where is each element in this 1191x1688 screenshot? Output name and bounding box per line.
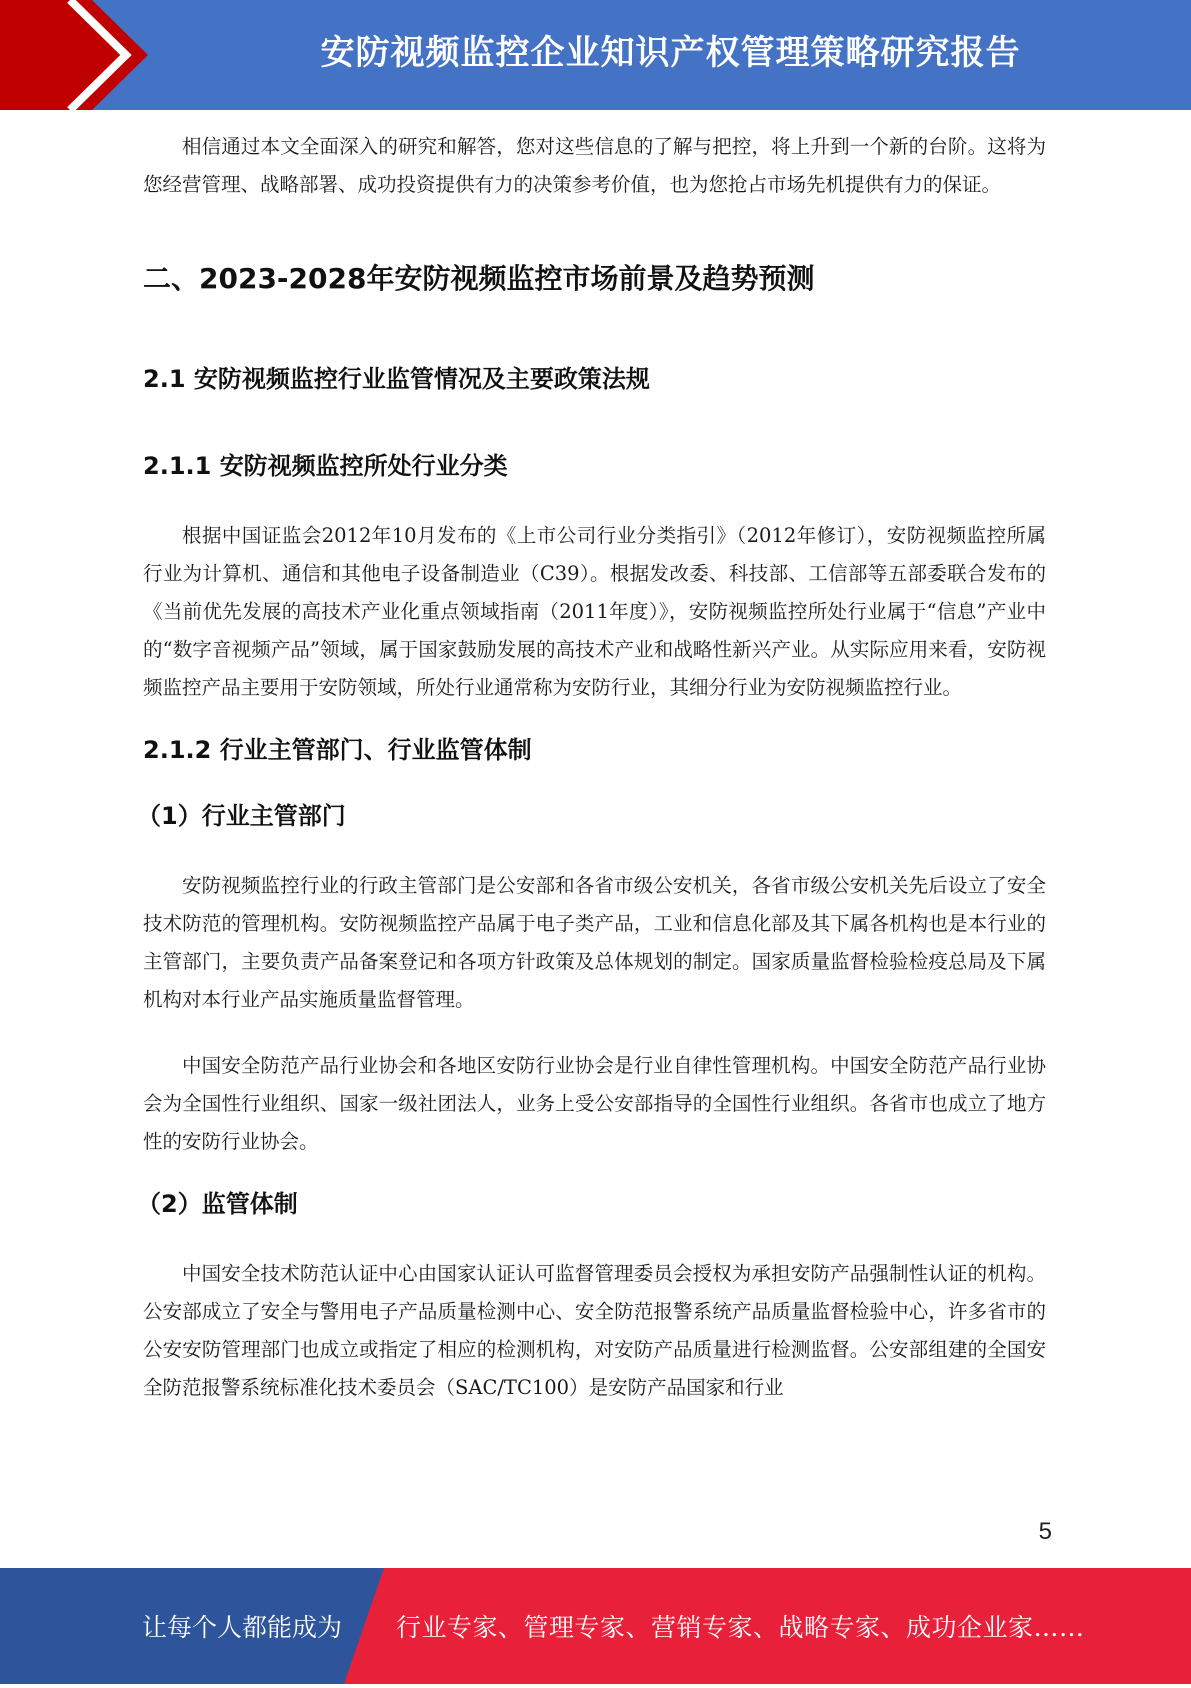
page-number: 5 (1038, 1518, 1052, 1545)
part-1-paragraph-1: 安防视频监控行业的行政主管部门是公安部和各省市级公安机关，各省市级公安机关先后设立了安全技术防范的管理机构。安防视频监控产品属于电子类产品，工业和信息化部及其下属各机构也是本行业的主管部门，主要负责产品备案登记和各项方针政策及总体规划的制定。国家质量监督检验检疫总局及下属机构对本行业产品实施质量监督管理。 (143, 874, 1046, 1011)
section-2-1-2-heading: 2.1.2 行业主管部门、行业监管体制 (143, 736, 532, 764)
part-1-paragraph-2: 中国安全防范产品行业协会和各地区安防行业协会是行业自律性管理机构。中国安全防范产品行业协会为全国性行业组织、国家一级社团法人，业务上受公安部指导的全国性行业组织。各省市也成立了地方性的安防行业协会。 (143, 1054, 1046, 1153)
footer-slogan-right: 行业专家、管理专家、营销专家、战略专家、成功企业家…… (396, 1613, 1085, 1642)
part-2-heading: （2）监管体制 (137, 1190, 298, 1218)
part-2-paragraph: 中国安全技术防范认证中心由国家认证认可监督管理委员会授权为承担安防产品强制性认证的机构。公安部成立了安全与警用电子产品质量检测中心、安全防范报警系统产品质量监督检验中心，许多省市的公安安防管理部门也成立或指定了相应的检测机构，对安防产品质量进行检测监督。公安部组建的全国安全防范报警系统标准化技术委员会（SAC/TC100）是安防产品国家和行业 (143, 1262, 1046, 1399)
section-2-1-1-paragraph: 根据中国证监会2012年10月发布的《上市公司行业分类指引》（2012年修订），安防视频监控所属行业为计算机、通信和其他电子设备制造业（C39）。根据发改委、科技部、工信部等五部委联合发布的《当前优先发展的高技术产业化重点领域指南（2011年度）》，安防视频监控所处行业属于“信息”产业中的“数字音视频产品”领域，属于国家鼓励发展的高技术产业和战略性新兴产业。从实际应用来看，安防视频监控产品主要用于安防领域，所处行业通常称为安防行业，其细分行业为安防视频监控行业。 (143, 524, 1046, 699)
page-footer (0, 1568, 1191, 1684)
footer-slogan-left: 让每个人都能成为 (142, 1613, 343, 1642)
intro-paragraph: 相信通过本文全面深入的研究和解答，您对这些信息的了解与把控，将上升到一个新的台阶。这将为您经营管理、战略部署、成功投资提供有力的决策参考价值，也为您抢占市场先机提供有力的保证。 (143, 135, 1046, 196)
part-1-heading: （1）行业主管部门 (137, 802, 346, 830)
section-2-1-heading: 2.1 安防视频监控行业监管情况及主要政策法规 (143, 365, 650, 393)
section-2-heading: 二、2023-2028年安防视频监控市场前景及趋势预测 (143, 262, 815, 295)
page-content (137, 128, 1046, 1407)
page-header (0, 0, 1191, 110)
section-2-1-1-heading: 2.1.1 安防视频监控所处行业分类 (143, 452, 508, 480)
header-title: 安防视频监控企业知识产权管理策略研究报告 (320, 33, 1021, 73)
